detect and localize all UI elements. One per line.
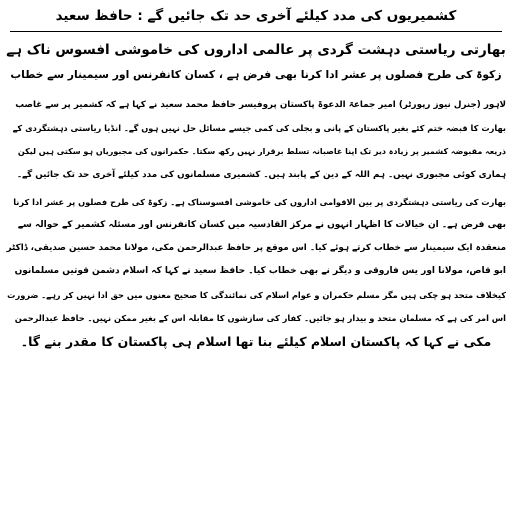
article-body	[6, 94, 506, 353]
paragraph-line: بھی فرض ہے۔ ان خیالات کا اظہار انہوں نے مرکز القادسیہ میں کسان کانفرنس اور مسئلہ کشمیر کے حوالہ سے	[17, 219, 506, 230]
headline-divider	[10, 31, 502, 32]
paragraph-1	[6, 94, 506, 187]
paragraph-line: کیخلاف متحد ہو چکی ہیں مگر مسلم حکمران و عوام اسلام کی نمائندگی کا صحیح معنوں میں حق ادا نہیں کر رہے۔ ضرورت	[7, 289, 506, 300]
sub-headline: بھارتی ریاستی دہشت گردی پر عالمی اداروں کی خاموشی افسوس ناک ہے	[6, 42, 506, 58]
paragraph-line: بھارت کی ریاستی دہشتگردی پر بین الاقوامی اداروں کی خاموشی افسوسناک ہے۔ زکوۃ کی طرح فصلوں پر عشر ادا کرنا	[13, 196, 506, 207]
paragraph-last-line: مکی نے کہا کہ پاکستان اسلام کیلئے بنا تھا اسلام ہی پاکستان کا مقدر بنے گا۔	[20, 333, 492, 349]
paragraph-line: بھارت کا قبضہ ختم کئے بغیر پاکستان کے پانی و بجلی کی کمی جیسے مسائل حل نہیں ہوں گے۔ انڈیا ریاستی دہشتگردی کے	[12, 123, 506, 134]
sub-headline-second: زکوۃ کی طرح فصلوں پر عشر ادا کرنا بھی فرض ہے ، کسان کانفرنس اور سیمینار سے خطاب	[10, 68, 502, 81]
paragraph-line: لاہور (جنرل نیوز رپورٹر) امیر جماعۃ الدعوۃ پاکستان پروفیسر حافظ محمد سعید نے کہا ہے کہ کشمیر پر سے غاصب	[15, 100, 506, 110]
main-headline: کشمیریوں کی مدد کیلئے آخری حد تک جائیں گے : حافظ سعید	[55, 8, 457, 24]
paragraph-line: اس امر کی ہے کہ مسلمان متحد و بیدار ہو جائیں۔ کفار کی سازشوں کا مقابلہ اس کے بغیر ممکن نہیں۔ حافظ عبدالرحمن	[14, 312, 506, 323]
paragraph-2	[6, 191, 506, 353]
paragraph-line: ابو قاص، مولانا اور یس فاروقی و دیگر نے بھی خطاب کیا۔ حافظ سعید نے کہا کہ اسلام دشمن قوتیں مسلمانوں	[14, 266, 506, 277]
paragraph-line: ذریعہ مقبوضہ کشمیر پر زیادہ دیر تک اپنا غاصبانہ تسلط برقرار نہیں رکھ سکتا۔ حکمرانوں کی مجبوریاں ہو سکتی ہیں لیکن	[17, 147, 506, 157]
paragraph-line: منعقدہ ایک سیمینار سے خطاب کرتے ہوئے کیا۔ اس موقع پر حافظ عبدالرحمن مکی، مولانا محمد حسین صدیقی، ڈاکٹر	[6, 243, 506, 254]
news-clipping	[6, 4, 506, 508]
paragraph-line: ہماری کوئی مجبوری نہیں۔ ہم اللہ کے دین کے پابند ہیں۔ کشمیری مسلمانوں کی مدد کیلئے آخری حد تک جائیں گے۔	[16, 169, 506, 180]
